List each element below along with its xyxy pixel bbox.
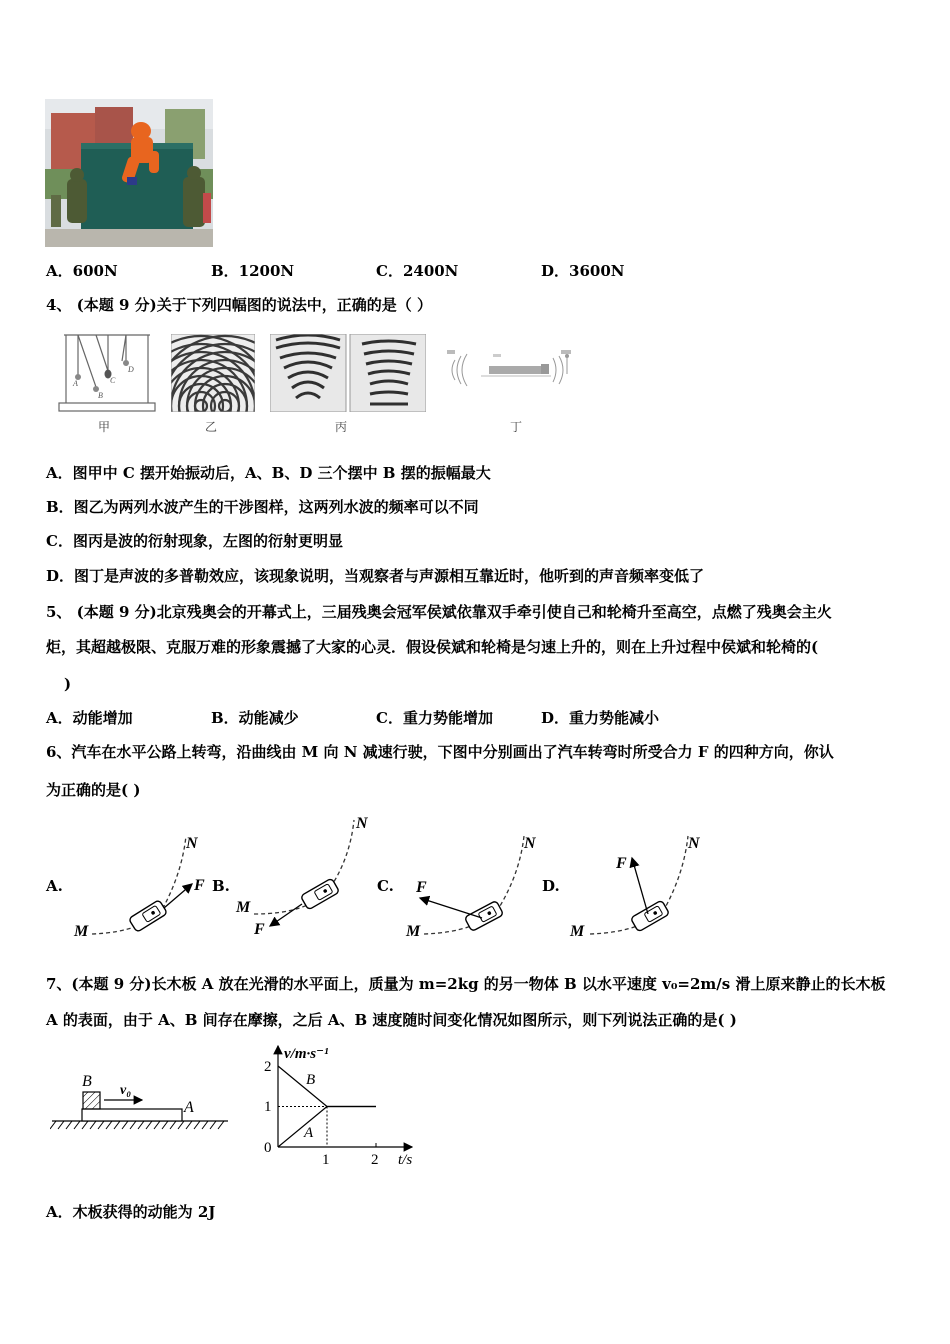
pendulum-label-b: B — [98, 391, 103, 400]
label-n: N — [524, 835, 536, 852]
q7-option-a: A．木板获得的动能为 2J — [46, 1203, 216, 1221]
q4-option-c: C．图丙是波的衍射现象，左图的衍射更明显 — [46, 532, 343, 550]
q5-option-b: B．动能减少 — [211, 709, 299, 727]
q5-stem-line-3: ) — [64, 675, 72, 693]
label-m: M — [236, 899, 251, 916]
q5-stem-line-1: 5、 (本题 9 分)北京残奥会的开幕式上，三届残奥会冠军侯斌依靠双手牵引使自己和轮椅升至高空，点燃了残奥会主火 — [46, 603, 832, 621]
doppler-train-diagram — [441, 344, 589, 392]
q5-option-c: C．重力势能增加 — [376, 709, 493, 727]
q6-figure-b — [234, 808, 384, 938]
x-tick-1: 1 — [322, 1152, 330, 1168]
q4-figure-ding — [441, 344, 589, 392]
q3-option-c: C．2400N — [376, 262, 459, 280]
series-b-label: B — [306, 1072, 316, 1088]
pendulum-label-c: C — [110, 376, 116, 385]
wave-diffraction-panels — [270, 334, 426, 412]
pendulum-frame-diagram — [56, 331, 156, 413]
pendulum-label-a: A — [73, 379, 78, 388]
label-f: F — [616, 855, 627, 872]
q4-option-d: D．图丁是声波的多普勒效应，该现象说明，当观察者与声源相互靠近时，他听到的声音频率变低了 — [46, 567, 705, 585]
velocity-time-graph — [258, 1040, 426, 1170]
q6-option-b-label: B. — [212, 877, 230, 895]
block-b-label: B — [82, 1073, 92, 1090]
label-n: N — [186, 835, 198, 852]
pendulum-label-d: D — [128, 365, 134, 374]
label-m: M — [74, 923, 89, 940]
label-n: N — [688, 835, 700, 852]
q4-caption-ding: 丁 — [510, 420, 523, 434]
q6-stem-line-1: 6、汽车在水平公路上转弯，沿曲线由 M 向 N 减速行驶，下图中分别画出了汽车转弯时所受合力 F 的四种方向，你认 — [46, 743, 834, 761]
y-tick-2: 2 — [264, 1059, 272, 1075]
board-a-label: A — [184, 1099, 194, 1116]
series-a-label: A — [304, 1125, 314, 1141]
car-curve-diagram-b — [234, 808, 384, 938]
x-axis-label: t/s — [398, 1152, 413, 1168]
q6-stem-line-2: 为正确的是( ) — [46, 781, 141, 799]
q3-photo — [45, 99, 213, 247]
label-m: M — [406, 923, 421, 940]
y-tick-0: 0 — [264, 1140, 272, 1156]
q4-caption-bing: 丙 — [335, 420, 348, 434]
wave-interference-pattern — [171, 334, 255, 412]
label-n: N — [356, 815, 368, 832]
q5-option-a: A．动能增加 — [46, 709, 133, 727]
q4-figure-jia — [56, 331, 156, 413]
q5-stem-line-2: 炬，其超越极限、克服万难的形象震撼了大家的心灵．假设侯斌和轮椅是匀速上升的，则在上升过程中侯斌和轮椅的( — [46, 638, 819, 656]
v0-label: v₀ — [120, 1083, 132, 1098]
car-curve-diagram-a — [66, 826, 214, 946]
q3-option-b: B．1200N — [211, 262, 295, 280]
label-f: F — [194, 877, 205, 894]
q6-option-c-label: C. — [377, 877, 394, 895]
q4-option-a: A．图甲中 C 摆开始振动后，A、B、D 三个摆中 B 摆的振幅最大 — [46, 464, 491, 482]
q4-caption-yi: 乙 — [205, 420, 218, 434]
q7-board-diagram — [50, 1066, 230, 1132]
label-f: F — [254, 921, 265, 938]
car-curve-diagram-c — [400, 826, 550, 946]
q4-figure-bing — [270, 334, 426, 412]
q4-option-b: B．图乙为两列水波产生的干涉图样，这两列水波的频率可以不同 — [46, 498, 479, 516]
q3-option-d: D．3600N — [541, 262, 625, 280]
label-m: M — [570, 923, 585, 940]
q4-figure-yi — [171, 334, 255, 412]
firefighter-wall-photo — [45, 99, 213, 247]
q6-figure-d — [566, 826, 716, 946]
series-line-b — [278, 1066, 376, 1107]
y-axis-label: v/m·s⁻¹ — [284, 1046, 329, 1062]
q6-option-d-label: D. — [542, 877, 560, 895]
q6-figure-a — [66, 826, 214, 946]
q5-option-d: D．重力势能减小 — [541, 709, 660, 727]
q4-caption-jia: 甲 — [98, 420, 111, 434]
x-tick-2: 2 — [371, 1152, 379, 1168]
q3-option-a: A．600N — [46, 262, 118, 280]
y-tick-1: 1 — [264, 1099, 272, 1115]
q4-stem: 4、 (本题 9 分)关于下列四幅图的说法中，正确的是（ ） — [46, 296, 432, 314]
q6-figure-c — [400, 826, 550, 946]
q7-stem-line-1: 7、(本题 9 分)长木板 A 放在光滑的水平面上，质量为 m=2kg 的另一物体 B 以水平速度 v₀=2m/s 滑上原来静止的长木板 — [46, 975, 886, 993]
block-on-board-diagram — [50, 1066, 230, 1132]
q7-stem-line-2: A 的表面，由于 A、B 间存在摩擦，之后 A、B 速度随时间变化情况如图所示，则下列说法正确的是( ) — [46, 1011, 737, 1029]
car-curve-diagram-d — [566, 826, 716, 946]
q7-vt-graph — [258, 1040, 426, 1170]
q6-option-a-label: A. — [46, 877, 63, 895]
label-f: F — [416, 879, 427, 896]
